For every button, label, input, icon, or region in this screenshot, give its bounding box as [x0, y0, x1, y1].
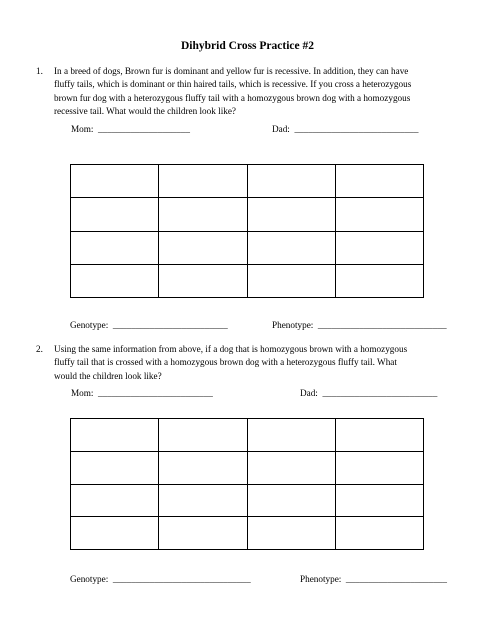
- punnett-cell[interactable]: [159, 419, 247, 452]
- question-2-line: would the children look like?: [54, 370, 162, 381]
- question-1-text: [54, 65, 464, 119]
- question-2-genotype-field[interactable]: Genotype: ______________________________: [70, 574, 251, 584]
- punnett-cell[interactable]: [335, 451, 423, 484]
- punnett-cell[interactable]: [247, 231, 335, 264]
- punnett-cell[interactable]: [159, 517, 247, 550]
- punnett-cell[interactable]: [71, 484, 159, 517]
- question-1-number: 1.: [36, 66, 43, 76]
- question-2-line: Using the same information from above, if a dog that is homozygous brown with a homozygous: [54, 344, 408, 354]
- punnett-cell[interactable]: [335, 264, 423, 297]
- punnett-cell[interactable]: [247, 198, 335, 231]
- punnett-cell[interactable]: [335, 231, 423, 264]
- table-row: [71, 231, 424, 264]
- question-1-line: recessive tail. What would the children look like?: [54, 106, 236, 117]
- punnett-cell[interactable]: [247, 165, 335, 198]
- page-title: Dihybrid Cross Practice #2: [181, 40, 314, 52]
- question-2-text: [54, 343, 464, 383]
- punnett-cell[interactable]: [71, 165, 159, 198]
- table-row: [71, 165, 424, 198]
- punnett-cell[interactable]: [71, 451, 159, 484]
- punnett-cell[interactable]: [159, 484, 247, 517]
- question-2-mom-field[interactable]: Mom: _________________________: [71, 388, 213, 398]
- punnett-square-2: [70, 418, 424, 550]
- punnett-cell[interactable]: [71, 517, 159, 550]
- table-row: [71, 451, 424, 484]
- question-1-line: brown fur dog with a heterozygous fluffy tail with a homozygous brown dog with a homozygous: [54, 92, 411, 103]
- question-1-line: fluffy tails, which is dominant or thin haired tails, which is recessive. If you cross a heterozygous: [54, 79, 412, 90]
- question-2-line: fluffy tail that is crossed with a homozygous brown dog with a heterozygous fluffy tail. What: [54, 357, 397, 368]
- punnett-cell[interactable]: [159, 165, 247, 198]
- question-2-number: 2.: [36, 344, 43, 354]
- question-2-dad-field[interactable]: Dad: _________________________: [300, 388, 438, 398]
- punnett-cell[interactable]: [247, 484, 335, 517]
- punnett-cell[interactable]: [247, 264, 335, 297]
- punnett-cell[interactable]: [71, 419, 159, 452]
- punnett-cell[interactable]: [247, 451, 335, 484]
- punnett-cell[interactable]: [335, 198, 423, 231]
- question-1-mom-field[interactable]: Mom: ____________________: [71, 124, 190, 134]
- punnett-cell[interactable]: [71, 231, 159, 264]
- question-1-genotype-field[interactable]: Genotype: _________________________: [70, 320, 228, 330]
- table-row: [71, 264, 424, 297]
- punnett-cell[interactable]: [159, 198, 247, 231]
- table-row: [71, 517, 424, 550]
- punnett-cell[interactable]: [335, 419, 423, 452]
- punnett-cell[interactable]: [247, 517, 335, 550]
- question-1-line: In a breed of dogs, Brown fur is dominant and yellow fur is recessive. In addition, they can have: [54, 66, 409, 76]
- question-1-dad-field[interactable]: Dad: ___________________________: [272, 124, 419, 134]
- table-row: [71, 484, 424, 517]
- table-row: [71, 419, 424, 452]
- punnett-cell[interactable]: [71, 264, 159, 297]
- punnett-square-1: [70, 164, 424, 298]
- punnett-cell[interactable]: [159, 451, 247, 484]
- punnett-cell[interactable]: [71, 198, 159, 231]
- question-1-phenotype-field[interactable]: Phenotype: ____________________________: [272, 320, 447, 330]
- punnett-cell[interactable]: [335, 517, 423, 550]
- punnett-cell[interactable]: [335, 165, 423, 198]
- punnett-cell[interactable]: [159, 264, 247, 297]
- question-2-phenotype-field[interactable]: Phenotype: ______________________: [300, 574, 447, 584]
- punnett-cell[interactable]: [247, 419, 335, 452]
- punnett-cell[interactable]: [159, 231, 247, 264]
- table-row: [71, 198, 424, 231]
- punnett-cell[interactable]: [335, 484, 423, 517]
